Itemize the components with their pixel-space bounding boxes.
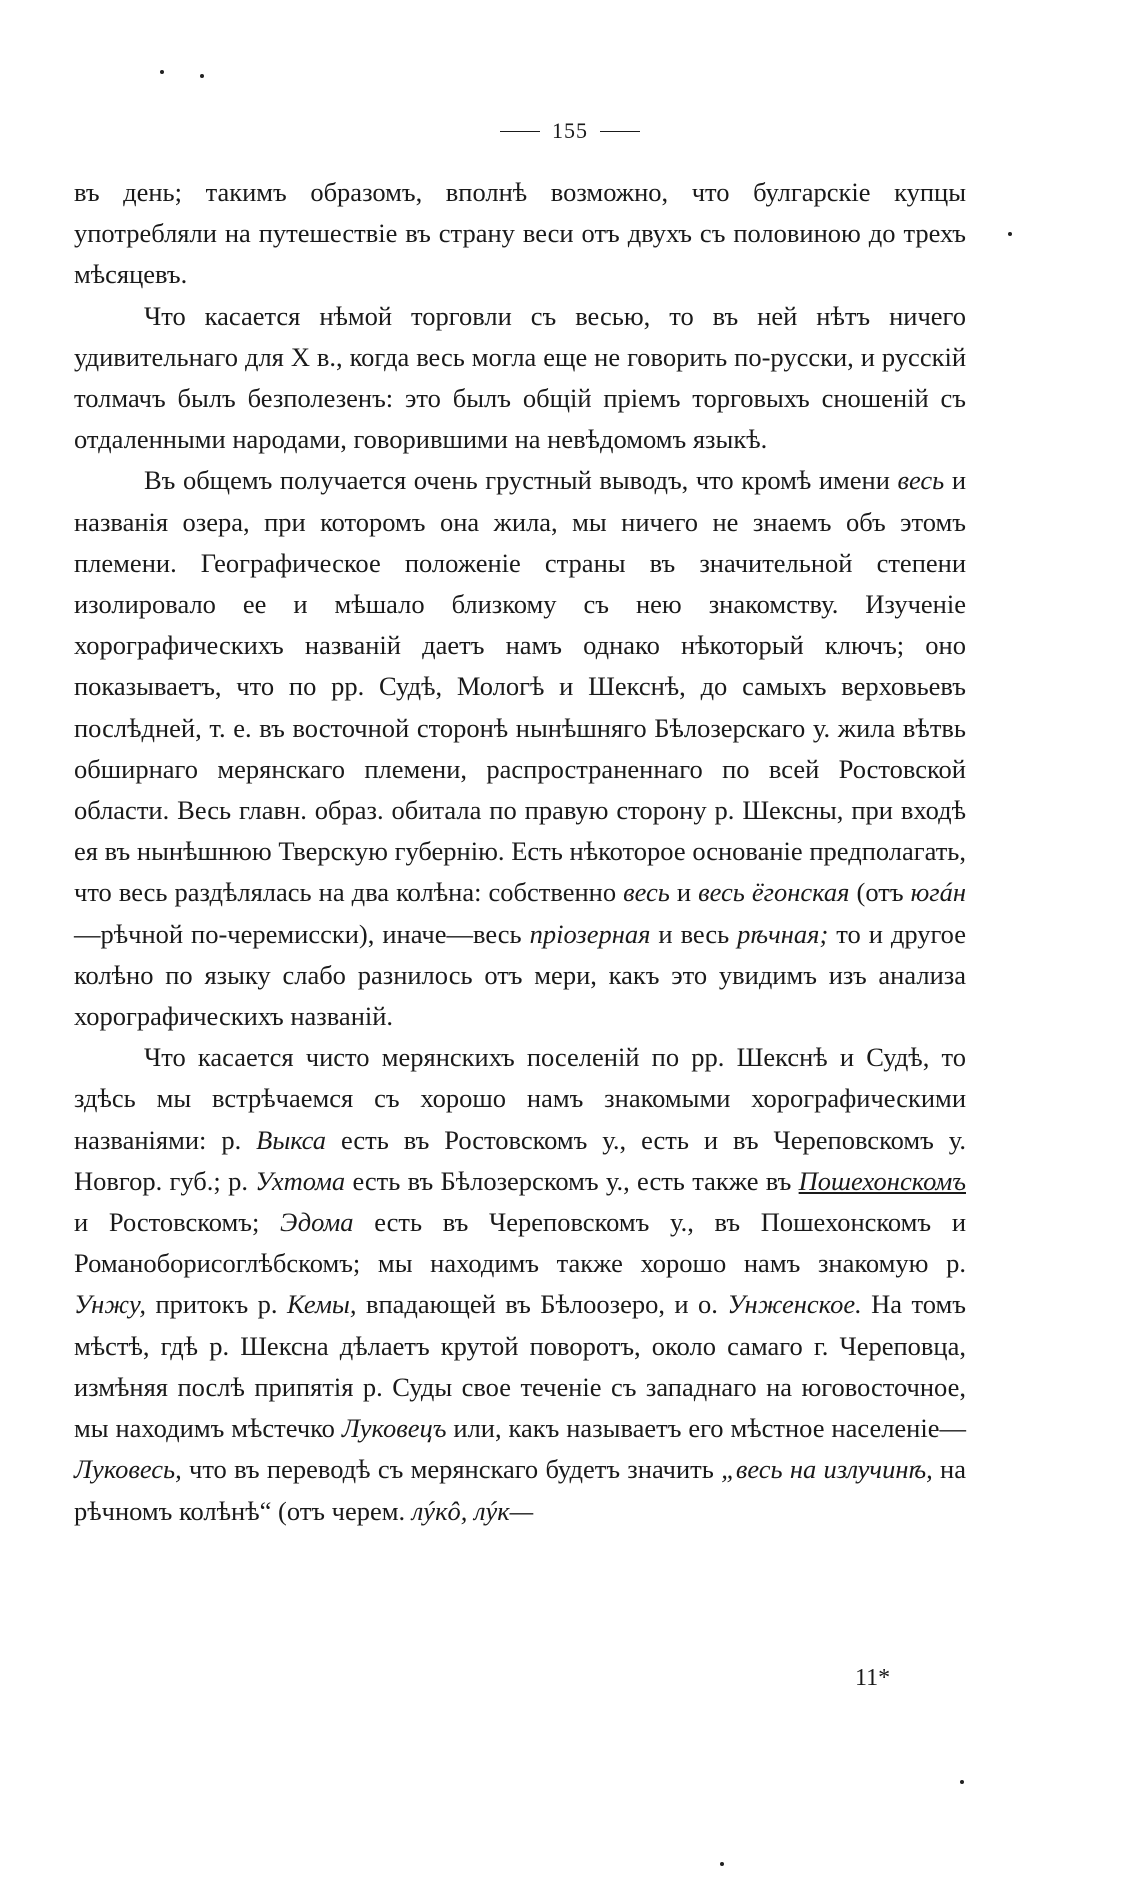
text-segment: на рѣчномъ колѣнѣ“ (отъ черем. [74, 1454, 966, 1526]
italic-term: Ухтома [255, 1165, 346, 1196]
ink-speck [960, 1780, 964, 1784]
page-header [0, 118, 1140, 144]
italic-term: весь [897, 465, 945, 496]
text-segment: и весь [650, 918, 738, 949]
text-segment: и названія озера, при которомъ она жила, мы ничего не знаемъ объ этомъ племени. Географическое положеніе страны въ значительной степени изолировало ее и мѣшало близкому съ нею знакомству. Изученіе хорографическихъ названій даетъ намъ однако нѣкоторый ключъ; оно показываетъ, что по рр. Судѣ, Мологѣ и Шекснѣ, до самыхъ верховьевъ послѣдней, т. е. въ восточной сторонѣ нынѣшняго Бѣлозерскаго у. жила вѣтвь обширнаго мерянскаго племени, распространеннаго по всей Ростовской области. Весь главн. образ. обитала по правую сторону р. Шексны, при входѣ ея въ нынѣшнюю Тверскую губернію. Есть нѣкоторое основаніе предполагать, что весь раздѣлялась на два колѣна: собственно [74, 465, 967, 908]
page-number: 155 [552, 118, 588, 143]
text-segment: Что касается чисто мерянскихъ поселеній по рр. Шекснѣ и Судѣ, то здѣсь мы встрѣчаемся съ хорошо намъ знакомыми хорографическими названіями: р. [74, 1042, 966, 1155]
ink-speck [1008, 232, 1012, 236]
italic-term: рѣчная; [737, 918, 829, 949]
italic-term: весь ёгонская [698, 877, 850, 908]
text-segment: то и другое колѣно по языку слабо разнилось отъ мери, какъ это увидимъ изъ анализа хорографическихъ названій. [74, 918, 967, 1032]
paragraph-1-text: въ день; такимъ образомъ, вполнѣ возможно, что булгарскіе купцы употребляли на путешествіе въ страну веси отъ двухъ съ половиною до трехъ мѣсяцевъ. [74, 177, 966, 290]
header-dash-left [500, 131, 540, 132]
italic-term: пріозерная [529, 918, 651, 949]
header-dash-right [600, 131, 640, 132]
text-segment: впадающей въ Бѣлоозеро, и о. [356, 1289, 728, 1320]
text-segment: —рѣчной по-черемисски), иначе—весь [74, 918, 530, 949]
italic-term: „весь на излучинѣ, [721, 1454, 933, 1485]
italic-term: Луковесь, [74, 1454, 182, 1485]
italic-term: Выкса [256, 1124, 327, 1155]
text-segment: притокъ р. [146, 1289, 287, 1320]
italic-term: Луковецъ [341, 1413, 447, 1444]
italic-term: лýкô, лýк— [411, 1495, 534, 1526]
body-text [74, 172, 966, 1532]
italic-term: Пошехонскомъ [798, 1165, 966, 1196]
signature-mark: 11* [855, 1665, 891, 1691]
text-segment: и Ростовскомъ; [74, 1207, 281, 1238]
text-segment: (отъ [849, 877, 911, 908]
italic-term: югáн [910, 877, 966, 908]
italic-term: Унжу, [74, 1289, 147, 1320]
text-segment: На томъ мѣстѣ, гдѣ р. Шексна дѣлаетъ крутой поворотъ, около самаго г. Череповца, измѣняя послѣ припятія р. Суды свое теченіе съ западнаго на юговосточное, мы находимъ мѣстечко [74, 1289, 966, 1444]
text-segment: и [669, 877, 699, 908]
text-segment: есть въ Бѣлозерскомъ у., есть также въ [345, 1165, 799, 1196]
text-segment: есть въ Череповскомъ у., въ Пошехонскомъ и Романоборисоглѣбскомъ; мы находимъ также хорошо намъ знакомую р. [74, 1207, 966, 1279]
italic-term: весь [623, 877, 670, 908]
text-segment: или, какъ называетъ его мѣстное населеніе— [446, 1413, 966, 1444]
ink-speck [720, 1862, 724, 1866]
ink-speck [160, 70, 164, 74]
text-segment: что въ переводѣ съ мерянскаго будетъ значить [181, 1454, 722, 1485]
paragraph-1 [74, 172, 966, 296]
paragraph-2-text: Что касается нѣмой торговли съ весью, то въ ней нѣтъ ничего удивительнаго для X в., когда весь могла еще не говорить по-русски, и русскій толмачъ былъ безполезенъ: это былъ общій пріемъ торговыхъ сношеній съ отдаленными народами, говорившими на невѣдомомъ языкѣ. [74, 300, 966, 455]
text-segment: есть въ Ростовскомъ у., есть и въ Череповскомъ у. Новгор. губ.; р. [74, 1124, 966, 1196]
text-segment: Въ общемъ получается очень грустный выводъ, что кромѣ имени [144, 465, 898, 496]
paragraph-2 [74, 296, 966, 461]
italic-term: Эдома [280, 1207, 354, 1238]
italic-term: Унженское. [727, 1289, 862, 1320]
ink-speck [200, 74, 204, 78]
italic-term: Кемы, [286, 1289, 357, 1320]
paragraph-3 [74, 460, 966, 1037]
paragraph-4 [74, 1037, 966, 1531]
